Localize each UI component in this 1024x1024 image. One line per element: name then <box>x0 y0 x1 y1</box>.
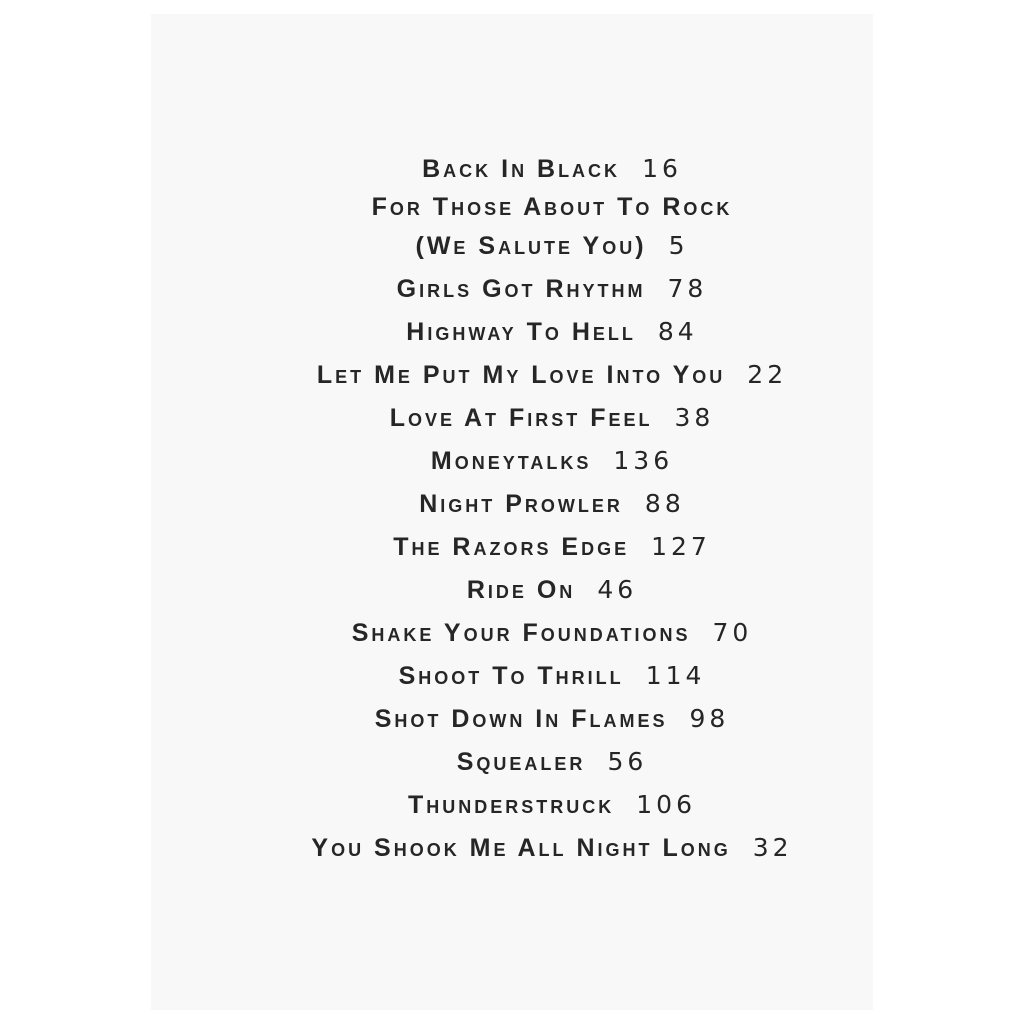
song-entry <box>40 147 1024 190</box>
song-page-number: 114 <box>645 661 706 690</box>
song-entry <box>40 826 1024 869</box>
song-title: Back In Black <box>422 155 621 183</box>
song-title: Shoot To Thrill <box>398 662 624 690</box>
song-page-number: 38 <box>674 403 715 432</box>
song-entry <box>40 697 1024 740</box>
song-page-number: 70 <box>712 618 753 647</box>
song-page-number: 88 <box>644 489 685 518</box>
song-entry <box>40 611 1024 654</box>
song-page-number: 136 <box>613 446 674 475</box>
song-entry <box>40 525 1024 568</box>
song-page-number: 78 <box>667 274 708 303</box>
song-title: Girls Got Rhythm <box>396 275 646 303</box>
song-title: Moneytalks <box>430 447 592 475</box>
song-title-line-1: For Those About To Rock <box>371 193 733 221</box>
song-entry <box>40 740 1024 783</box>
song-page-number: 127 <box>651 532 711 561</box>
song-title: Thunderstruck <box>408 791 615 819</box>
song-title: Highway To Hell <box>406 318 636 346</box>
song-entry <box>40 783 1024 826</box>
song-title: Let Me Put My Love Into You <box>316 361 726 389</box>
song-entry <box>40 654 1024 697</box>
song-title: The Razors Edge <box>393 533 630 561</box>
song-page-number: 22 <box>747 360 788 389</box>
song-page-number: 5 <box>668 231 689 260</box>
song-entry <box>40 190 1024 267</box>
song-page-number: 98 <box>689 704 730 733</box>
song-page-number: 32 <box>752 833 793 862</box>
song-title: Shake Your Foundations <box>351 619 691 647</box>
song-title: Night Prowler <box>419 490 623 518</box>
song-page-number: 56 <box>607 747 648 776</box>
song-title: Squealer <box>456 748 586 776</box>
song-title: You Shook Me All Night Long <box>311 834 731 862</box>
song-page-number: 106 <box>636 790 696 819</box>
song-entry <box>40 310 1024 353</box>
song-entry <box>40 568 1024 611</box>
song-title: Love At First Feel <box>389 404 653 432</box>
song-title: Shot Down In Flames <box>374 705 668 733</box>
song-entry <box>40 267 1024 310</box>
song-title-line-2: (We Salute You) <box>415 232 647 260</box>
song-title: Ride On <box>466 576 576 604</box>
song-entry <box>40 353 1024 396</box>
song-entry <box>40 482 1024 525</box>
song-page-number: 84 <box>657 317 698 346</box>
song-page-number: 46 <box>597 575 638 604</box>
song-entry <box>40 396 1024 439</box>
song-page-number: 16 <box>642 154 682 183</box>
song-entry <box>40 439 1024 482</box>
